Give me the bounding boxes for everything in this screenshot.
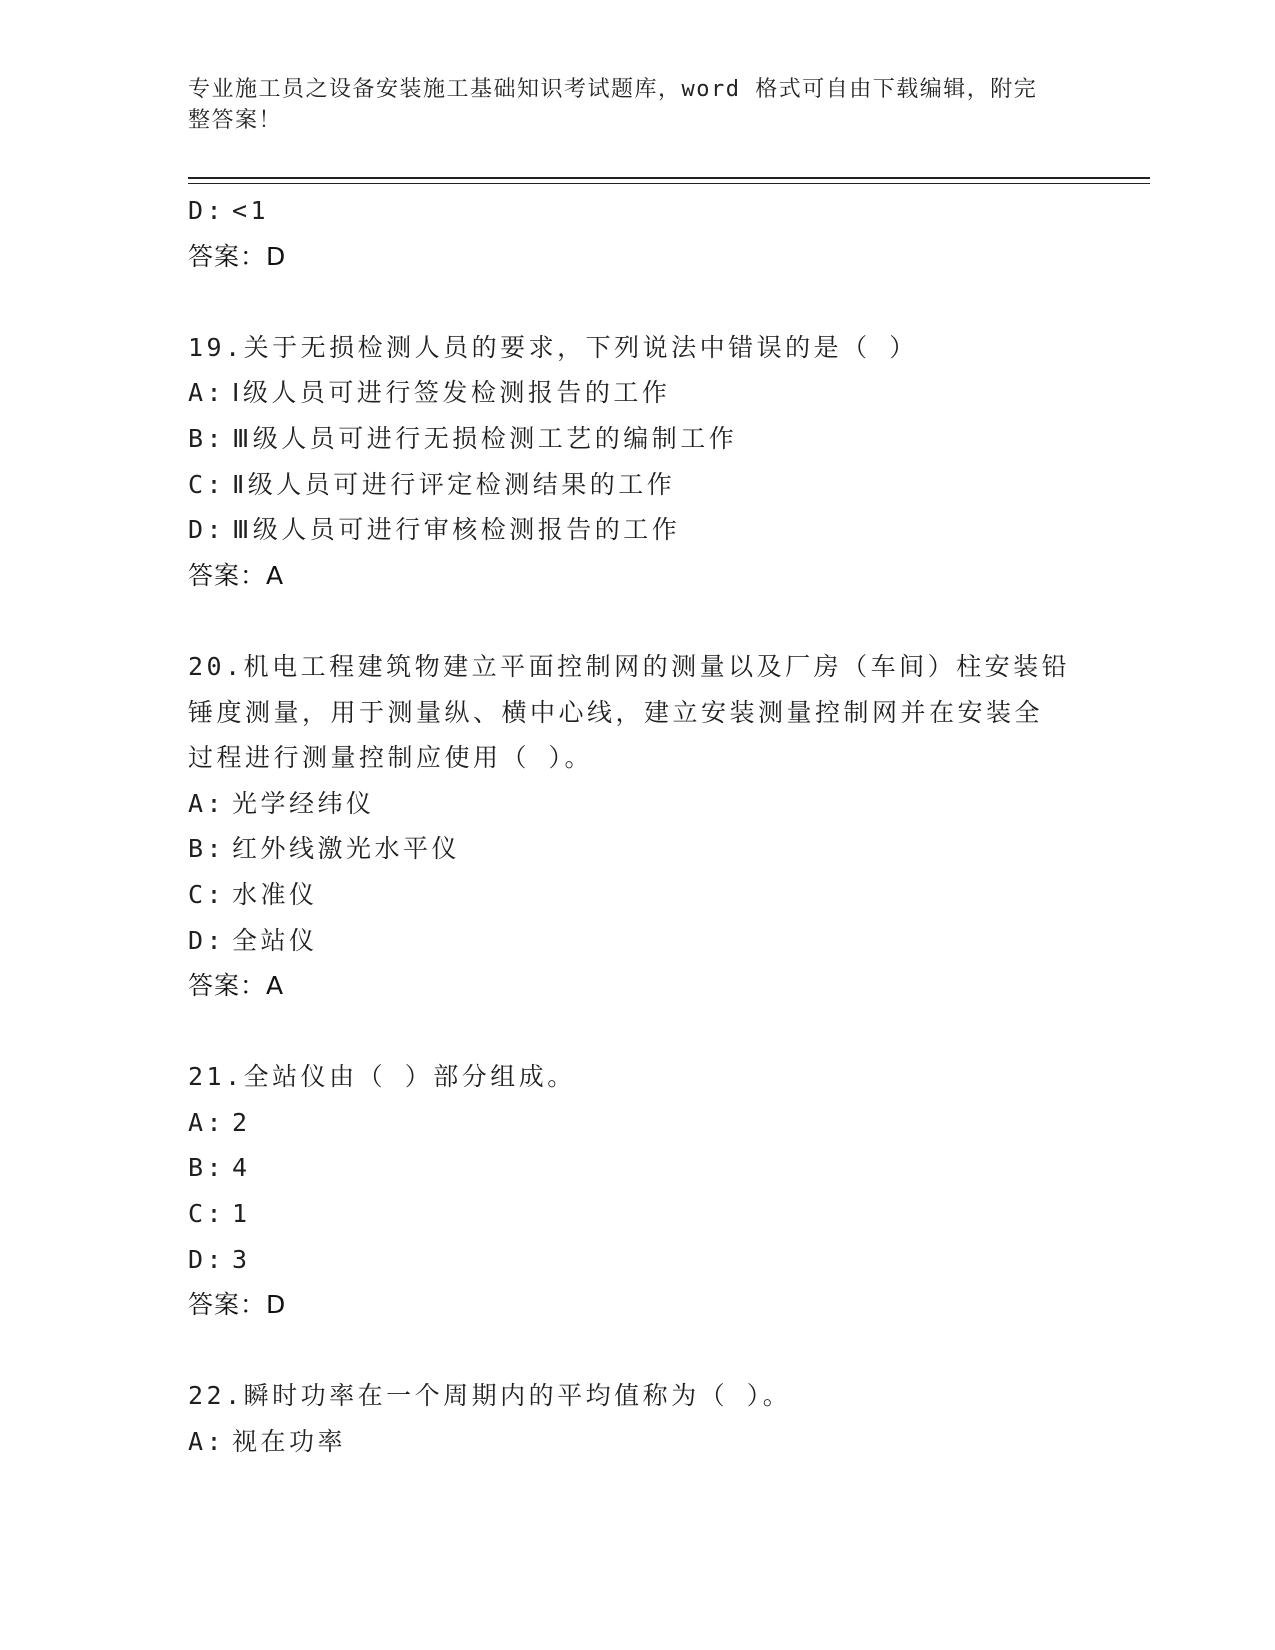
option-label: D: [188,515,226,545]
option-label: B: [188,423,226,453]
option-label: B: [188,1153,226,1183]
option-text: 2 [232,1107,251,1137]
q20-stem-line-2: 锤度测量，用于测量纵、横中心线，建立安装测量控制网并在安装全 [188,697,1044,727]
header-divider-thick [188,177,1150,179]
option-label: D: [188,1244,226,1274]
q20-option-b [188,826,1088,872]
option-text: 全站仪 [232,925,318,955]
option-label: A: [188,788,226,818]
q22-stem: 22.瞬时功率在一个周期内的平均值称为（ ）。 [188,1381,792,1411]
option-label: A: [188,378,226,408]
option-text: Ⅲ级人员可进行审核检测报告的工作 [232,515,681,545]
option-text: 3 [232,1244,251,1274]
option-text: 水准仪 [232,879,318,909]
q20-option-c [188,872,1088,918]
option-text: 4 [232,1153,251,1183]
q22-option-a [188,1419,1088,1465]
q20-option-a [188,781,1088,827]
spacer [188,279,1088,325]
prev-answer: 答案：D [188,241,287,271]
option-label: B: [188,834,226,864]
spacer [188,1328,1088,1374]
q21-option-b [188,1145,1088,1191]
q19-option-b [188,416,1088,462]
q20-stem-line-1: 20.机电工程建筑物建立平面控制网的测量以及厂房（车间）柱安装铅 [188,651,1071,681]
option-text: Ⅰ级人员可进行签发检测报告的工作 [232,378,671,408]
q21-option-c [188,1191,1088,1237]
option-text: 1 [232,1199,251,1229]
option-text: 红外线激光水平仪 [232,834,461,864]
spacer [188,598,1088,644]
q21-answer: 答案：D [188,1290,287,1320]
q19-answer: 答案：A [188,560,285,590]
q21-option-d [188,1237,1088,1283]
q19-option-c [188,462,1088,508]
option-text: <1 [232,196,270,225]
question-list [188,188,1088,1465]
q19-stem: 19.关于无损检测人员的要求，下列说法中错误的是（ ） [188,332,918,362]
q19-option-a [188,370,1088,416]
q21-option-a [188,1100,1088,1146]
header-divider-thin [188,183,1150,184]
spacer [188,1009,1088,1055]
q20-option-d [188,918,1088,964]
option-label: D: [188,925,226,955]
option-label: A: [188,1427,226,1457]
option-label: A: [188,1107,226,1137]
q21-stem: 21.全站仪由（ ）部分组成。 [188,1062,576,1092]
option-label: D: [188,196,226,225]
option-text: Ⅲ级人员可进行无损检测工艺的编制工作 [232,423,738,453]
option-label: C: [188,1199,226,1229]
option-text: 光学经纬仪 [232,788,375,818]
header-line-1: 专业施工员之设备安装施工基础知识考试题库，word 格式可自由下载编辑，附完 [188,77,1038,102]
q19-option-d [188,507,1088,553]
option-label: C: [188,879,226,909]
page-header [188,74,1068,136]
option-text: 视在功率 [232,1427,347,1457]
prev-option-d [188,188,1088,234]
option-label: C: [188,469,226,499]
q20-answer: 答案：A [188,971,285,1001]
q20-stem-line-3: 过程进行测量控制应使用（ ）。 [188,743,594,773]
option-text: Ⅱ级人员可进行评定检测结果的工作 [232,469,676,499]
header-line-2: 整答案！ [188,108,283,133]
